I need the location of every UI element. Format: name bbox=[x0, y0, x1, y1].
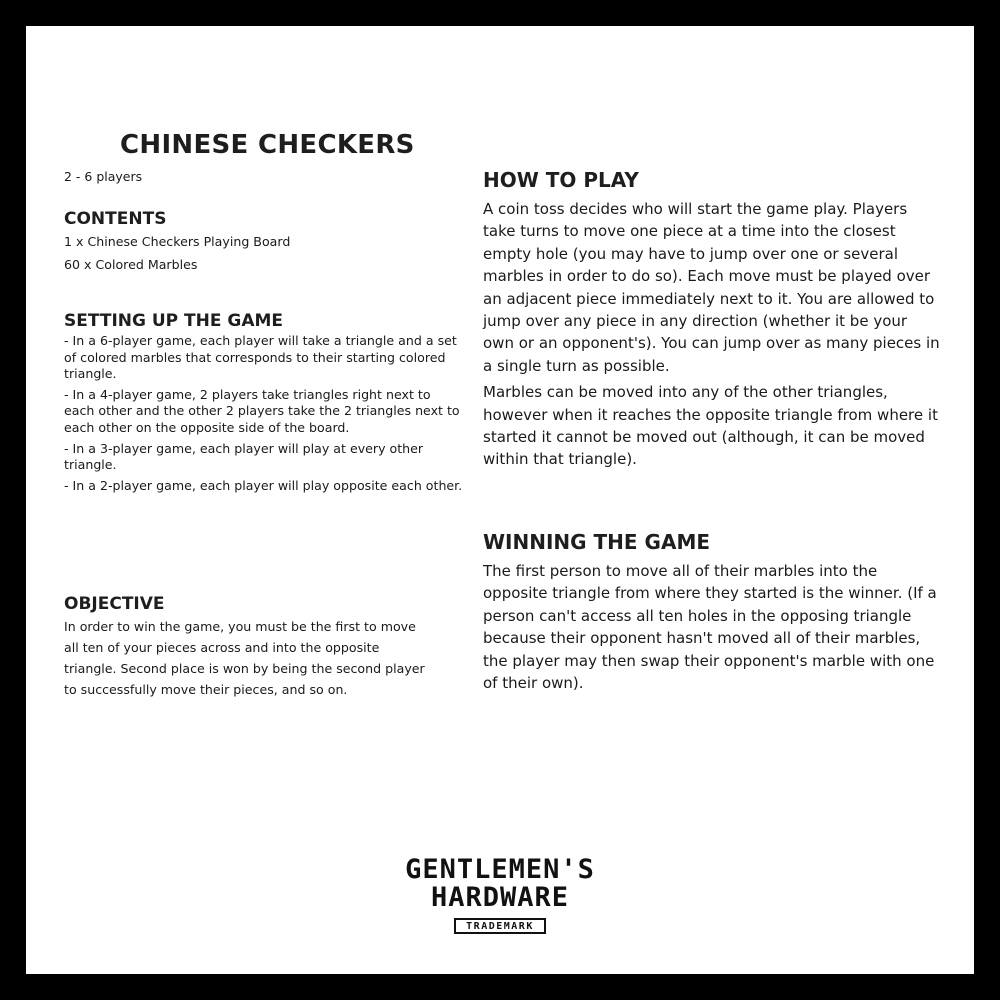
winning-section bbox=[483, 530, 941, 694]
setup-paragraph: - In a 4-player game, 2 players take triangles right next to each other and the other 2 players take the 2 triangles next to each other on the opposite side of the board. bbox=[64, 386, 460, 435]
brand-logo bbox=[392, 856, 608, 934]
objective-text: In order to win the game, you must be the first to move all ten of your pieces across and into the opposite triangle. Second place is won by being the second player to successfully move their pieces, and so on. bbox=[64, 619, 425, 697]
winning-heading: WINNING THE GAME bbox=[483, 530, 711, 554]
contents-section bbox=[64, 209, 464, 276]
trademark-tag: TRADEMARK bbox=[454, 918, 546, 934]
setup-heading: SETTING UP THE GAME bbox=[64, 311, 284, 331]
setup-paragraph: - In a 6-player game, each player will take a triangle and a set of colored marbles that corresponds to their starting colored triangle. bbox=[64, 333, 457, 382]
contents-item: 1 x Chinese Checkers Playing Board bbox=[64, 234, 291, 249]
setup-paragraph: - In a 3-player game, each player will play at every other triangle. bbox=[64, 440, 424, 473]
setup-paragraph: - In a 2-player game, each player will play opposite each other. bbox=[64, 477, 463, 493]
how-to-play-section bbox=[483, 168, 941, 471]
contents-heading: CONTENTS bbox=[64, 209, 167, 229]
instruction-sheet bbox=[26, 26, 974, 974]
contents-item: 60 x Colored Marbles bbox=[64, 257, 198, 272]
setup-section bbox=[64, 311, 464, 494]
objective-heading: OBJECTIVE bbox=[64, 594, 165, 614]
how-to-play-paragraph: A coin toss decides who will start the game play. Players take turns to move one piece at a time into the closest empty hole (you may have to jump over one or several marbles in order to do so). Each move must be played over an adjacent piece immediately next to it. You are allowed to jump over any piece in any direction (whether it be your own or an opponent's). You can jump over as many pieces in a single turn as possible. bbox=[483, 200, 940, 375]
how-to-play-heading: HOW TO PLAY bbox=[483, 168, 639, 192]
brand-line-2: HARDWARE bbox=[430, 882, 570, 913]
page-title: CHINESE CHECKERS bbox=[120, 130, 415, 160]
brand-line-1: GENTLEMEN'S bbox=[405, 854, 595, 885]
winning-text: The first person to move all of their marbles into the opposite triangle from where they started is the winner. (If a person can't access all ten holes in the opposing triangle because their opponent hasn't moved all of their marbles, the player may then swap their opponent's marble with one of their own). bbox=[483, 562, 937, 693]
player-count: 2 - 6 players bbox=[64, 169, 143, 184]
how-to-play-paragraph: Marbles can be moved into any of the other triangles, however when it reaches the opposite triangle from where it started it cannot be moved out (although, it can be moved within that triangle). bbox=[483, 383, 938, 469]
objective-section bbox=[64, 594, 434, 700]
